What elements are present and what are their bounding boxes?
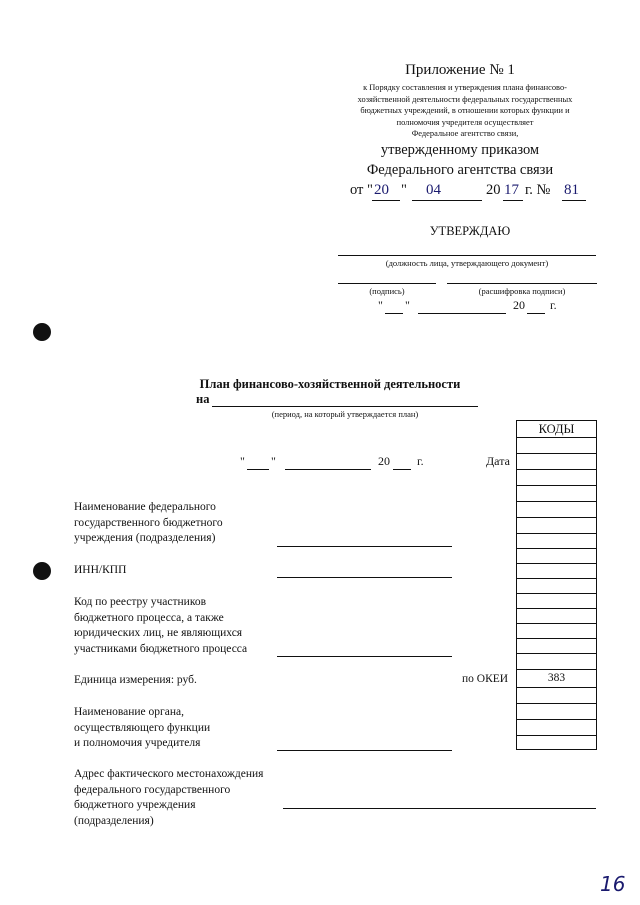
decoding-line bbox=[447, 283, 597, 284]
order-month-underline bbox=[412, 200, 482, 201]
binder-hole-mark bbox=[33, 323, 51, 341]
period-caption: (период, на который утверждается план) bbox=[271, 409, 419, 419]
order-day-underline bbox=[372, 200, 400, 201]
okei-label: по ОКЕИ bbox=[462, 673, 509, 685]
inn-kpp-label: ИНН/КПП bbox=[74, 564, 127, 576]
date-label: Дата bbox=[486, 454, 510, 468]
order-year: 17 bbox=[504, 182, 519, 198]
approval-month-line bbox=[418, 313, 506, 314]
order-number: 81 bbox=[564, 182, 579, 198]
address-line bbox=[283, 808, 596, 809]
institution-name-line bbox=[277, 546, 452, 547]
label-line: участниками бюджетного процесса bbox=[74, 642, 248, 655]
approve-word: УТВЕРЖДАЮ bbox=[429, 224, 511, 238]
appendix-title: Приложение № 1 bbox=[405, 62, 515, 78]
codes-row bbox=[517, 735, 596, 736]
codes-row bbox=[517, 501, 596, 502]
registry-code-line bbox=[277, 656, 452, 657]
signature-line bbox=[338, 283, 436, 284]
approval-date-quote-close: " bbox=[405, 298, 410, 312]
label-line: Код по реестру участников bbox=[74, 596, 207, 608]
order-year-prefix: 20 bbox=[486, 182, 501, 198]
codes-row bbox=[517, 593, 596, 594]
codes-row bbox=[517, 703, 596, 704]
codes-row bbox=[517, 453, 596, 454]
label-line: государственного бюджетного bbox=[74, 516, 223, 529]
codes-row bbox=[517, 638, 596, 639]
label-line: Наименование органа, bbox=[74, 706, 184, 718]
approval-year-line bbox=[527, 313, 545, 314]
codes-row bbox=[517, 687, 596, 688]
appendix-subtitle-line: бюджетных учреждений, в отношении которых функции и bbox=[360, 106, 570, 116]
registry-code-label bbox=[74, 595, 247, 657]
codes-row bbox=[517, 623, 596, 624]
binder-hole-mark bbox=[33, 562, 51, 580]
codes-row bbox=[517, 469, 596, 470]
plan-day-line bbox=[247, 469, 269, 470]
order-date-number bbox=[350, 180, 600, 204]
label-line: федерального государственного bbox=[74, 783, 231, 796]
codes-row bbox=[517, 548, 596, 549]
position-line bbox=[338, 255, 596, 256]
okei-code: 383 bbox=[547, 672, 566, 684]
codes-row bbox=[517, 485, 596, 486]
codes-row bbox=[517, 533, 596, 534]
founder-body-line bbox=[277, 750, 452, 751]
plan-title: План финансово-хозяйственной деятельности bbox=[199, 377, 461, 391]
plan-month-line bbox=[285, 469, 371, 470]
codes-row bbox=[517, 669, 596, 670]
codes-row bbox=[517, 517, 596, 518]
codes-header: КОДЫ bbox=[538, 422, 575, 436]
plan-year-line bbox=[393, 469, 411, 470]
label-line: учреждения (подразделения) bbox=[74, 532, 216, 544]
approval-year-prefix: 20 bbox=[513, 298, 525, 312]
approval-day-line bbox=[385, 313, 403, 314]
plan-year-prefix: 20 bbox=[378, 454, 390, 468]
codes-row bbox=[517, 578, 596, 579]
order-quote: " bbox=[401, 182, 407, 198]
signature-caption: (подпись) bbox=[369, 286, 405, 296]
appendix-subtitle bbox=[340, 82, 590, 140]
order-prefix: от " bbox=[350, 182, 373, 198]
decoding-caption: (расшифровка подписи) bbox=[478, 286, 566, 296]
inn-kpp-line bbox=[277, 577, 452, 578]
label-line: бюджетного учреждения bbox=[74, 799, 196, 811]
unit-label: Единица измерения: руб. bbox=[74, 674, 197, 686]
order-year-underline bbox=[503, 200, 523, 201]
codes-table bbox=[516, 420, 597, 750]
approval-year-suffix: г. bbox=[550, 298, 557, 312]
order-year-suffix: г. № bbox=[525, 182, 551, 198]
plan-date-quote-close: " bbox=[271, 454, 276, 468]
approved-by-order: утвержденному приказом bbox=[380, 142, 540, 158]
plan-year-suffix: г. bbox=[417, 454, 424, 468]
label-line: осуществляющего функции bbox=[74, 721, 211, 734]
appendix-subtitle-line: полномочия учредителя осуществляет bbox=[396, 117, 534, 127]
address-label bbox=[74, 767, 263, 829]
appendix-subtitle-line: к Порядку составления и утверждения плана финансово- bbox=[363, 83, 567, 92]
period-line bbox=[212, 406, 478, 407]
label-line: юридических лиц, не являющихся bbox=[74, 627, 243, 639]
agency-name: Федерального агентства связи bbox=[366, 162, 554, 178]
order-number-underline bbox=[562, 200, 586, 201]
appendix-subtitle-line: хозяйственной деятельности федеральных государственных bbox=[357, 94, 573, 104]
order-month: 04 bbox=[426, 182, 441, 198]
appendix-subtitle-line: Федеральное агентство связи, bbox=[411, 129, 519, 139]
codes-row bbox=[517, 437, 596, 438]
codes-row bbox=[517, 608, 596, 609]
order-day: 20 bbox=[374, 182, 389, 198]
label-line: Адрес фактического местонахождения bbox=[74, 768, 264, 780]
label-line: и полномочия учредителя bbox=[74, 737, 201, 749]
page-number: 16 bbox=[600, 872, 626, 896]
label-line: бюджетного процесса, а также bbox=[74, 611, 224, 624]
codes-row bbox=[517, 563, 596, 564]
label-line: Наименование федерального bbox=[74, 501, 216, 513]
codes-row bbox=[517, 653, 596, 654]
label-line: (подразделения) bbox=[74, 814, 154, 827]
approval-date-quote-open: " bbox=[378, 298, 383, 312]
institution-name-label bbox=[74, 500, 223, 547]
founder-body-label bbox=[74, 705, 210, 752]
plan-na: на bbox=[196, 392, 210, 406]
codes-row bbox=[517, 719, 596, 720]
plan-date-quote-open: " bbox=[240, 454, 245, 468]
position-caption: (должность лица, утверждающего документ) bbox=[385, 258, 549, 268]
